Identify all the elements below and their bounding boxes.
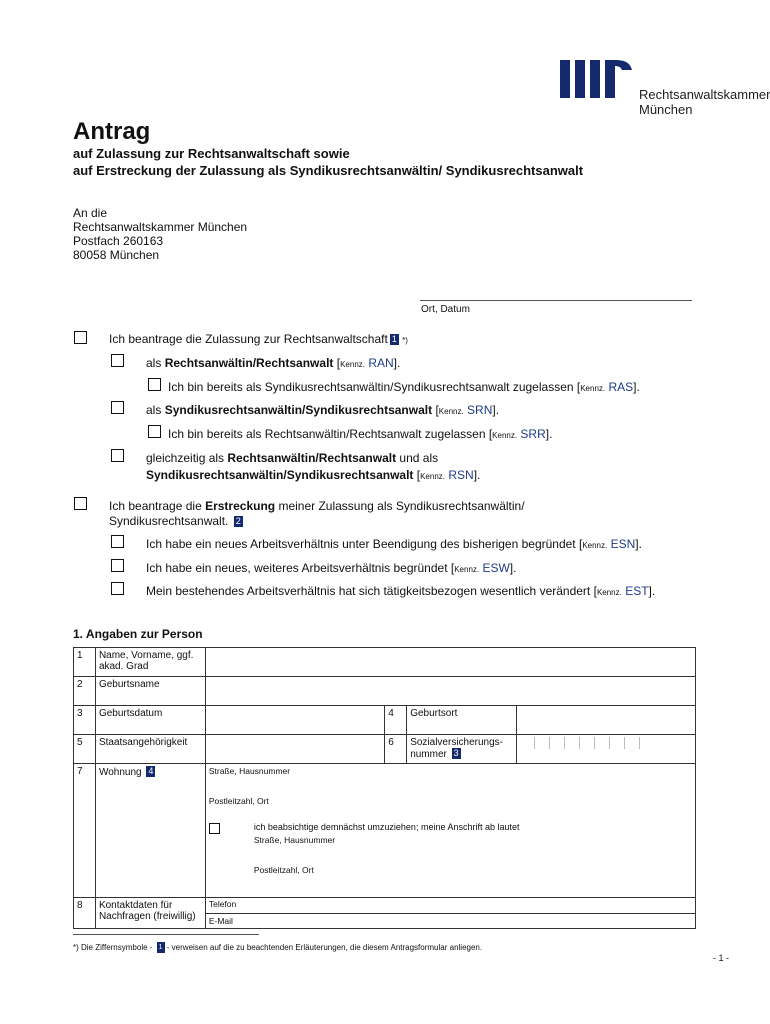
table-row bbox=[74, 898, 696, 929]
table-row bbox=[74, 648, 696, 677]
code-srn: SRN bbox=[467, 403, 493, 417]
street-label: Straße, Hausnummer bbox=[208, 766, 291, 776]
row-number: 8 bbox=[74, 898, 96, 929]
code-rsn: RSN bbox=[448, 468, 474, 482]
zip-city-label: Postleitzahl, Ort bbox=[208, 796, 269, 806]
checkbox-esw[interactable] bbox=[111, 559, 124, 572]
row-label-name: Name, Vorname, ggf. akad. Grad bbox=[95, 648, 205, 677]
street2-label: Straße, Hausnummer bbox=[253, 835, 336, 845]
address-line3: Postfach 260163 bbox=[73, 234, 164, 248]
checkbox-rsn[interactable] bbox=[111, 449, 124, 462]
contact-cell bbox=[205, 898, 695, 929]
option-esn: Ich habe ein neues Arbeitsverhältnis unter Beendigung des bisherigen begründet [Kennz. ESN]. bbox=[146, 537, 642, 551]
option-rsn-line2: Syndikusrechtsanwältin/Syndikusrechtsanwalt [Kennz. RSN]. bbox=[146, 468, 481, 482]
logo-org-line2: München bbox=[639, 102, 693, 117]
input-nationality[interactable] bbox=[205, 735, 384, 764]
input-birthdate[interactable] bbox=[205, 706, 384, 735]
digit-boxes bbox=[520, 737, 692, 749]
row-number: 6 bbox=[385, 735, 407, 764]
phone-label[interactable]: Telefon bbox=[206, 898, 695, 914]
section1-heading: 1. Angaben zur Person bbox=[73, 627, 203, 641]
checkbox-ran[interactable] bbox=[111, 354, 124, 367]
row-number: 2 bbox=[74, 677, 96, 706]
option-erstreckung-line1: Ich beantrage die Erstreckung meiner Zulassung als Syndikusrechtsanwältin/ bbox=[109, 499, 525, 513]
option-rsn-line1: gleichzeitig als Rechtsanwältin/Rechtsanwalt und als bbox=[146, 451, 439, 465]
code-ras: RAS bbox=[608, 380, 634, 394]
table-row bbox=[74, 677, 696, 706]
row-number: 5 bbox=[74, 735, 96, 764]
move-option bbox=[209, 822, 692, 834]
chamber-logo-text bbox=[639, 87, 770, 117]
footnote: *) Die Ziffernsymbole - 1 - verweisen auf die zu beachtenden Erläuterungen, die diesem Antragsformular anliegen. bbox=[73, 943, 483, 952]
row-number: 3 bbox=[74, 706, 96, 735]
note-badge-3: 3 bbox=[453, 748, 459, 758]
chamber-logo-mark bbox=[560, 58, 636, 105]
footnote-divider bbox=[73, 934, 259, 935]
page-title: Antrag bbox=[73, 118, 151, 145]
row-label-social-security: Sozialversicherungs-nummer 3 bbox=[407, 735, 517, 764]
row-label-birthdate: Geburtsdatum bbox=[95, 706, 205, 735]
zip-city2-label: Postleitzahl, Ort bbox=[253, 865, 314, 875]
code-srr: SRR bbox=[520, 427, 546, 441]
address-line2: Rechtsanwaltskammer München bbox=[73, 220, 248, 234]
input-birthname[interactable] bbox=[205, 677, 695, 706]
subtitle-line1: auf Zulassung zur Rechtsanwaltschaft sowie bbox=[73, 146, 350, 161]
checkbox-srn[interactable] bbox=[111, 401, 124, 414]
row-label-contact: Kontaktdaten für Nachfragen (freiwillig) bbox=[95, 898, 205, 929]
option-ras: Ich bin bereits als Syndikusrechtsanwältin/Syndikusrechtsanwalt zugelassen [Kennz. RAS]. bbox=[168, 380, 640, 394]
checkbox-est[interactable] bbox=[111, 582, 124, 595]
note-badge-footnote: 1 bbox=[158, 944, 163, 951]
code-esw: ESW bbox=[482, 561, 510, 575]
date-label: Ort, Datum bbox=[421, 304, 470, 315]
personal-data-table bbox=[73, 647, 696, 929]
input-name[interactable] bbox=[205, 648, 695, 677]
checkbox-zulassung[interactable] bbox=[74, 331, 87, 344]
table-row bbox=[74, 735, 696, 764]
row-label-nationality: Staatsangehörigkeit bbox=[95, 735, 205, 764]
code-ran: RAN bbox=[368, 356, 394, 370]
row-label-residence: Wohnung 4 bbox=[95, 764, 205, 898]
page-number: - 1 - bbox=[713, 953, 730, 963]
checkbox-ras[interactable] bbox=[148, 378, 161, 391]
code-est: EST bbox=[625, 584, 649, 598]
option-srn: als Syndikusrechtsanwältin/Syndikusrechtsanwalt [Kennz. SRN]. bbox=[146, 403, 500, 417]
logo-org-line1: Rechtsanwaltskammer bbox=[639, 87, 770, 102]
checkbox-erstreckung[interactable] bbox=[74, 497, 87, 510]
note-badge-2: 2 bbox=[235, 516, 241, 526]
table-row bbox=[74, 706, 696, 735]
row-number: 4 bbox=[385, 706, 407, 735]
address-line1: An die bbox=[73, 206, 108, 220]
option-erstreckung-line2: Syndikusrechtsanwalt. 2 bbox=[109, 514, 241, 528]
input-birthplace[interactable] bbox=[517, 706, 696, 735]
row-number: 1 bbox=[74, 648, 96, 677]
note-badge-4: 4 bbox=[148, 766, 154, 776]
option-esw: Ich habe ein neues, weiteres Arbeitsverhältnis begründet [Kennz. ESW]. bbox=[146, 561, 517, 575]
subtitle-line2: auf Erstreckung der Zulassung als Syndikusrechtsanwältin/ Syndikusrechtsanwalt bbox=[73, 163, 584, 178]
option-ran: als Rechtsanwältin/Rechtsanwalt [Kennz. RAN]. bbox=[146, 356, 401, 370]
option-zulassung: Ich beantrage die Zulassung zur Rechtsanwaltschaft 1 *) bbox=[109, 332, 408, 346]
checkbox-move[interactable] bbox=[209, 823, 220, 834]
table-row bbox=[74, 764, 696, 898]
residence-cell bbox=[205, 764, 695, 898]
row-number: 7 bbox=[74, 764, 96, 898]
input-social-security[interactable] bbox=[517, 735, 696, 764]
row-label-birthname: Geburtsname bbox=[95, 677, 205, 706]
checkbox-srr[interactable] bbox=[148, 425, 161, 438]
option-srr: Ich bin bereits als Rechtsanwältin/Rechtsanwalt zugelassen [Kennz. SRR]. bbox=[168, 427, 553, 441]
option-est: Mein bestehendes Arbeitsverhältnis hat sich tätigkeitsbezogen wesentlich verändert [Kennz. EST]. bbox=[146, 584, 656, 598]
move-text: ich beabsichtige demnächst umzuziehen; meine Anschrift ab lautet bbox=[253, 822, 520, 832]
checkbox-esn[interactable] bbox=[111, 535, 124, 548]
date-signature-line[interactable] bbox=[420, 300, 692, 301]
note-badge-1: 1 bbox=[391, 334, 397, 344]
address-line4: 80058 München bbox=[73, 248, 160, 262]
asterisk-note: *) bbox=[402, 336, 408, 345]
code-esn: ESN bbox=[610, 537, 636, 551]
row-label-birthplace: Geburtsort bbox=[407, 706, 517, 735]
email-label[interactable]: E-Mail bbox=[208, 916, 233, 926]
